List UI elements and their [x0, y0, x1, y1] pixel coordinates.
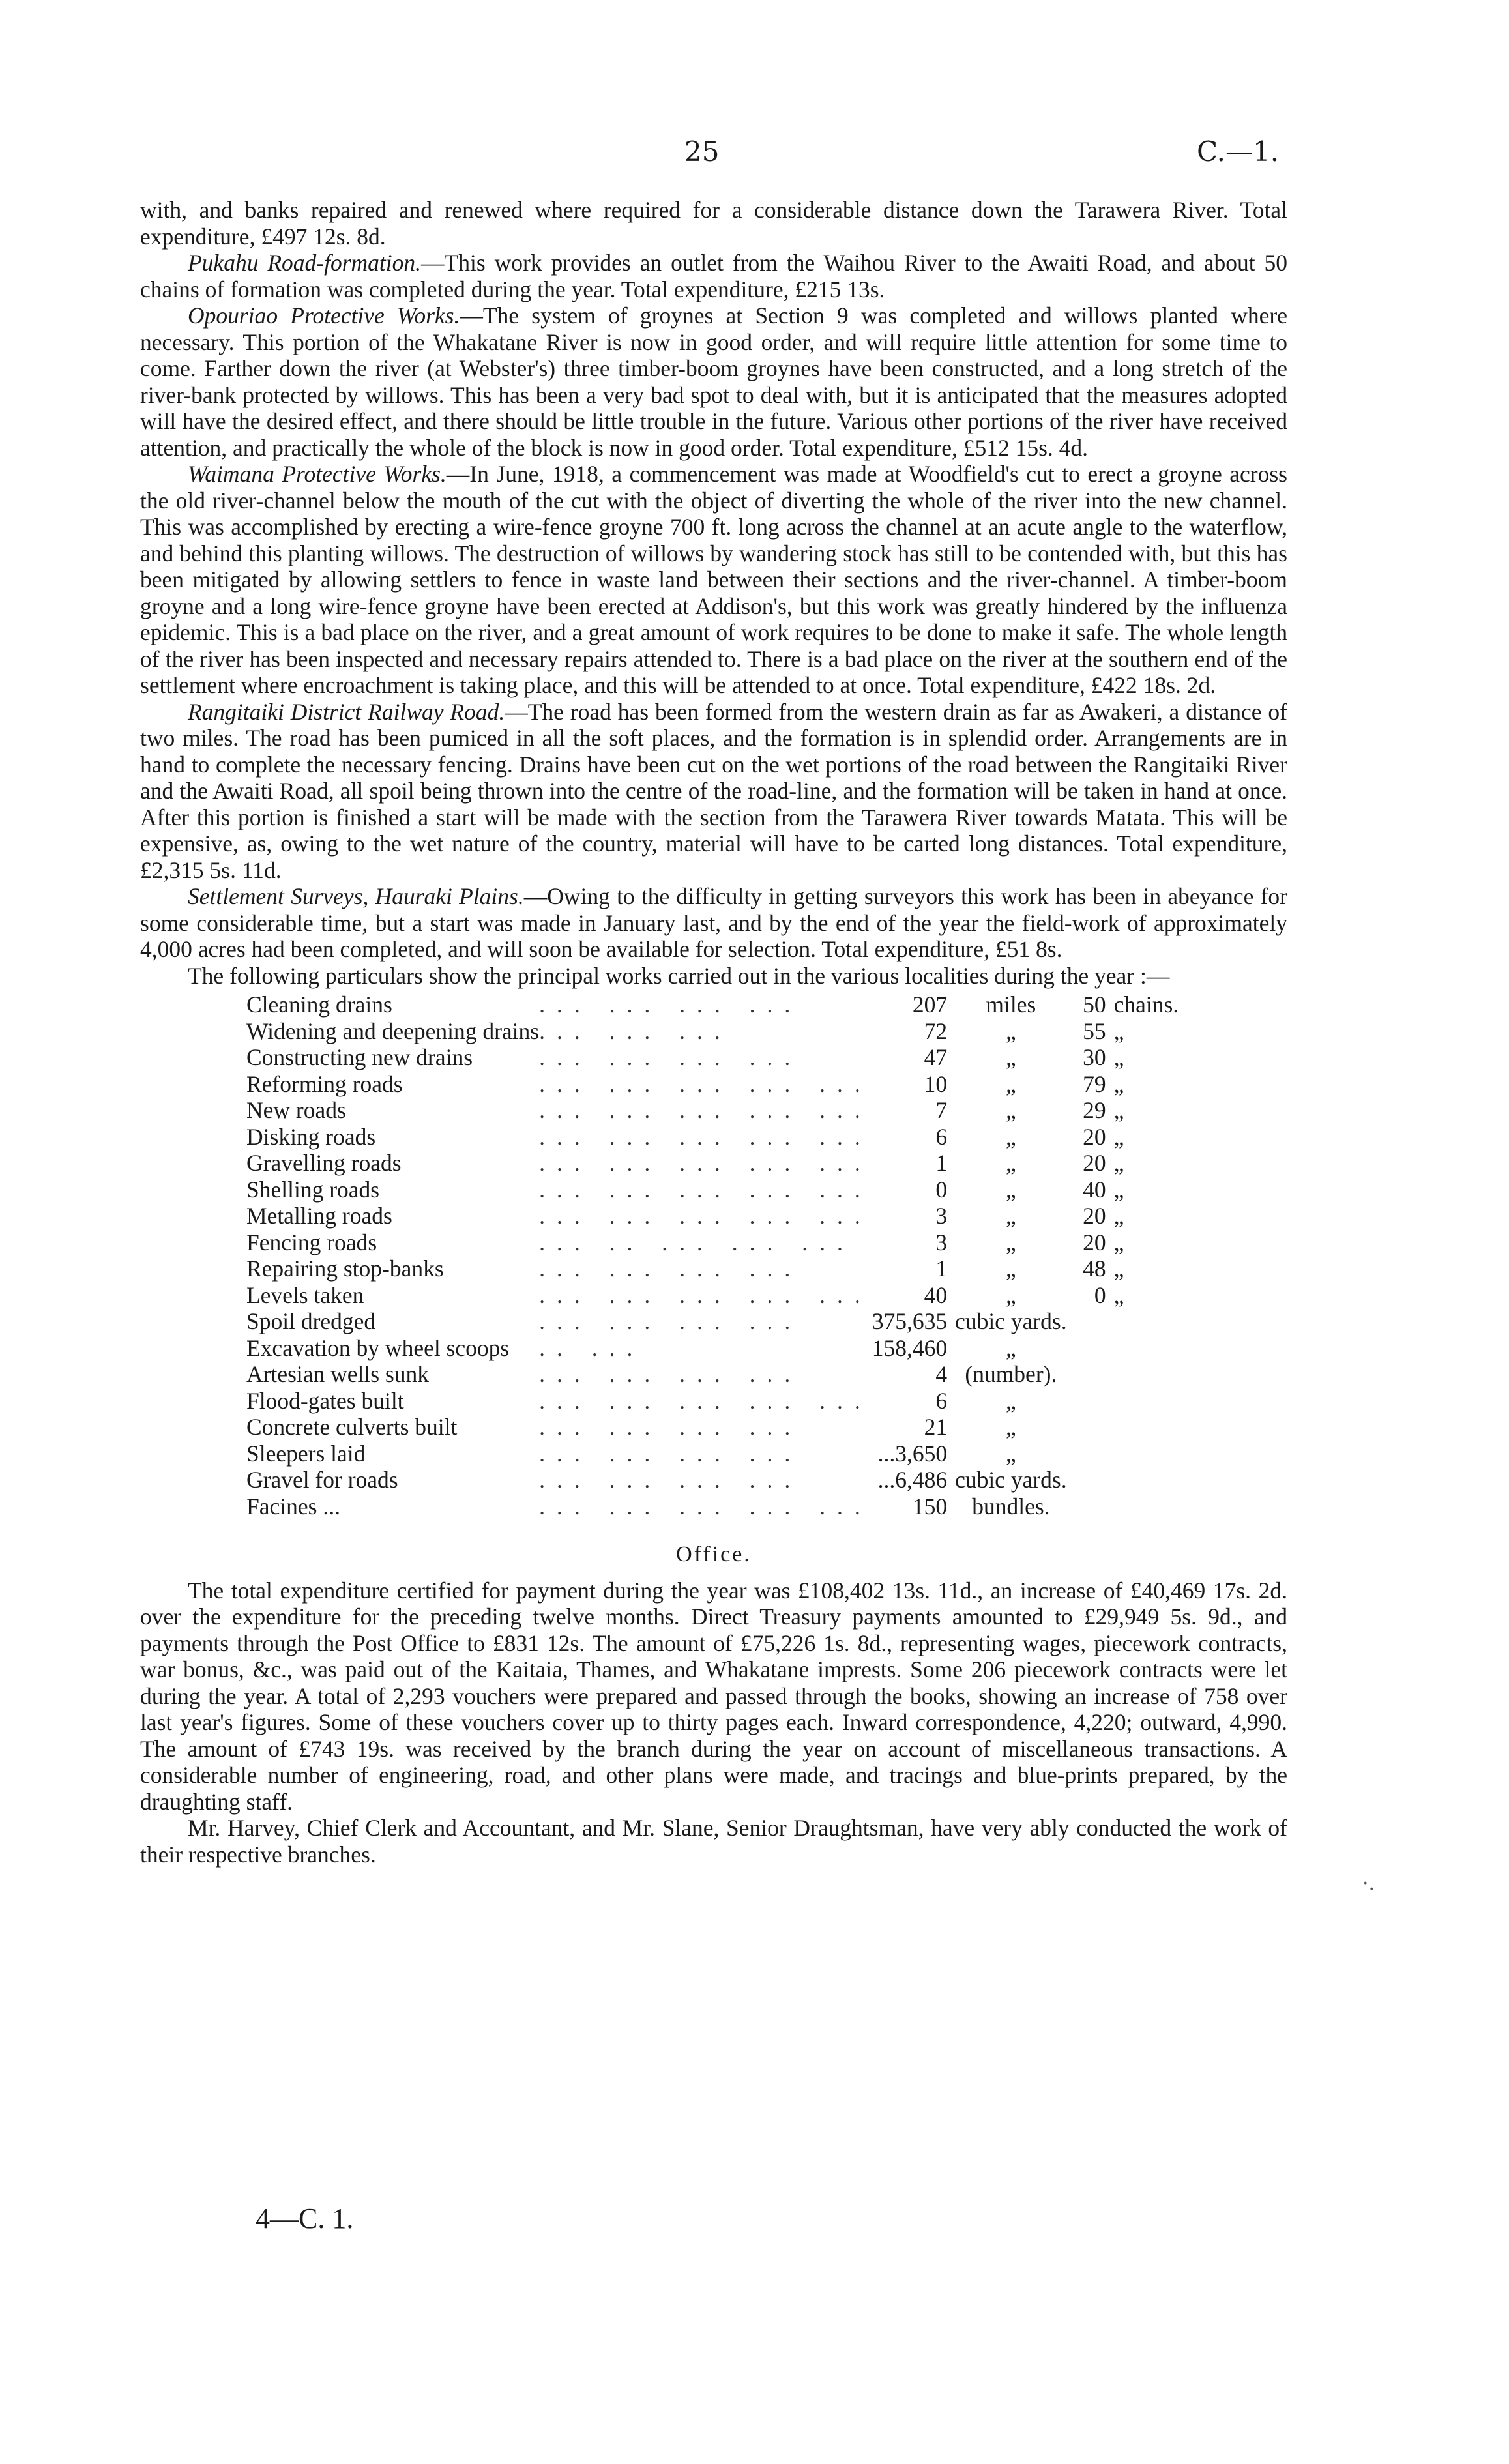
unit: „ — [1005, 1229, 1016, 1255]
leader-dots: ... ... ... ... ... — [539, 1203, 872, 1229]
quantity: 207 — [912, 991, 948, 1018]
quantity: 21 — [924, 1414, 948, 1440]
table-row — [246, 1388, 1212, 1415]
unit: „ — [1005, 1282, 1016, 1308]
secondary-unit — [1114, 1361, 1212, 1388]
table-row — [246, 1071, 1212, 1098]
work-item: Sleepers laid — [246, 1440, 366, 1467]
paragraph-text: —The road has been formed from the western drain as far as Awakeri, a distance of two miles. The road has been pumiced in all the soft places, and the formation is in splendid order. Arrangements are in hand to complete the necessary fencing. Drains have been cut on the wet portions of the road between the Rangitaiki River and the Awaiti Road, all spoil being thrown into the centre of the road-line, and the formation will be taken in hand at once. After this portion is finished a start will be made with the section from the Tarawera River towards Matata. This will be expensive, as, owing to the wet nature of the country, material will have to be carted long distances. Total expenditure, £2,315 5s. 11d. — [140, 698, 1287, 883]
secondary-quantity: 50 — [1083, 991, 1106, 1018]
secondary-quantity: 40 — [1083, 1176, 1106, 1203]
secondary-unit: „ — [1113, 1070, 1124, 1097]
quantity: 6 — [935, 1387, 948, 1414]
quantity: 150 — [912, 1493, 948, 1519]
table-row — [246, 1441, 1212, 1467]
secondary-unit — [1114, 1308, 1212, 1335]
work-item: Disking roads — [246, 1123, 376, 1150]
secondary-quantity: 79 — [1083, 1070, 1106, 1097]
secondary-unit: „ — [1113, 1123, 1124, 1150]
leader-dots: ... ... ... ... ... — [539, 1123, 872, 1150]
table-row — [246, 1124, 1212, 1151]
work-item: Fencing roads — [246, 1229, 377, 1255]
unit: cubic yards. — [955, 1467, 1067, 1493]
paragraph-title: Settlement Surveys, Hauraki Plains. — [188, 883, 524, 909]
paragraph-text: —In June, 1918, a commencement was made at Woodfield's cut to erect a groyne across the old river-channel below the mouth of the cut with the object of diverting the whole of the river into the new channel. This was accomplished by erecting a wire-fence groyne 700 ft. long across the channel at an acute angle to the waterflow, and behind this planting willows. The destruction of willows by wandering stock has still to be contended with, but this has been mitigated by allowing settlers to fence in waste land between their sections and the river-channel. A timber-boom groyne and a long wire-fence groyne have been erected at Addison's, but this work was greatly hindered by the influenza epidemic. This is a bad place on the river, and a great amount of work requires to be done to make it safe. The whole length of the river has been inspected and necessary repairs attended to. There is a bad place on the river at the southern end of the settlement where encroachment is taking place, and this will be attended to at once. Total expenditure, £422 18s. 2d. — [140, 461, 1287, 698]
secondary-quantity — [1067, 1493, 1114, 1520]
paragraph-settlement-surveys — [140, 883, 1287, 963]
leader-dots: ... ... ... ... ... — [539, 1097, 872, 1123]
leader-dots: ... ... ... ... ... — [539, 1176, 872, 1203]
secondary-unit: chains. — [1113, 991, 1179, 1018]
table-row — [246, 1018, 1212, 1045]
leader-dots: ... ... ... ... ... — [539, 1493, 872, 1519]
works-table-body — [246, 991, 1212, 1519]
quantity: 3 — [935, 1229, 948, 1255]
quantity: 375,635 — [872, 1308, 948, 1334]
leader-dots: ... ... ... ... ... — [539, 1387, 872, 1414]
leader-dots: ... ... ... ... — [539, 1255, 802, 1282]
table-row — [246, 1255, 1212, 1282]
unit: „ — [1005, 1414, 1016, 1440]
paragraph-works-intro: The following particulars show the principal works carried out in the various localities during the year :— — [188, 962, 1170, 989]
leader-dots: .. ... — [539, 1334, 645, 1361]
work-item: Gravelling roads — [246, 1150, 402, 1176]
quantity: 6 — [935, 1123, 948, 1150]
secondary-quantity: 20 — [1083, 1150, 1106, 1176]
secondary-quantity: 20 — [1083, 1229, 1106, 1255]
secondary-unit — [1114, 1388, 1212, 1415]
quantity: 3 — [935, 1203, 948, 1229]
unit: „ — [1005, 1150, 1016, 1176]
table-row — [246, 1493, 1212, 1520]
quantity: 10 — [924, 1070, 948, 1097]
paragraph-text: —Owing to the difficulty in getting surveyors this work has been in abeyance for some considerable time, but a start was made in January last, and by the end of the year the field-work of approximately 4,000 acres had been completed, and will soon be available for selection. Total expenditure, £51 8s. — [140, 883, 1287, 962]
secondary-quantity: 48 — [1083, 1255, 1106, 1282]
unit: cubic yards. — [955, 1308, 1067, 1334]
unit: „ — [1005, 1123, 1016, 1150]
paragraph-text: —This work provides an outlet from the Waihou River to the Awaiti Road, and about 50 chains of formation was completed during the year. Total expenditure, £215 13s. — [140, 250, 1287, 302]
secondary-quantity — [1067, 1441, 1114, 1467]
unit: miles — [986, 991, 1036, 1018]
unit: bundles. — [972, 1493, 1050, 1519]
work-item: Gravel for roads — [246, 1467, 398, 1493]
quantity: 4 — [935, 1361, 948, 1387]
leader-dots: ... ... ... ... — [539, 1044, 802, 1070]
leader-dots: ... .. ... ... ... — [539, 1229, 855, 1255]
table-row — [246, 1150, 1212, 1177]
page-body — [140, 197, 1287, 1868]
paragraph-title: Opouriao Protective Works. — [188, 302, 460, 329]
leader-dots: ... ... ... ... — [539, 991, 802, 1018]
secondary-quantity — [1067, 1308, 1114, 1335]
unit: „ — [1005, 1334, 1016, 1361]
work-item: Levels taken — [246, 1282, 364, 1308]
stray-print-mark: ·. — [1362, 1872, 1375, 1895]
unit: „ — [1005, 1387, 1016, 1414]
table-row — [246, 1097, 1212, 1124]
quantity: ...6,486 — [877, 1467, 948, 1493]
series-reference: C.—1. — [1197, 136, 1280, 168]
secondary-unit — [1114, 1441, 1212, 1467]
secondary-unit — [1114, 1335, 1212, 1362]
paragraph-title: Waimana Protective Works. — [188, 461, 447, 487]
paragraph-pukahu — [140, 250, 1287, 302]
work-item: Flood-gates built — [246, 1387, 404, 1414]
quantity: 40 — [924, 1282, 948, 1308]
table-row — [246, 1282, 1212, 1309]
work-item: Repairing stop-banks — [246, 1255, 444, 1282]
work-item: Shelling roads — [246, 1176, 380, 1203]
secondary-quantity — [1067, 1335, 1114, 1362]
quantity: 7 — [935, 1097, 948, 1123]
work-item: Constructing new drains — [246, 1044, 473, 1070]
page-header — [0, 136, 1509, 181]
unit: „ — [1005, 1176, 1016, 1203]
paragraph-continuation: with, and banks repaired and renewed where required for a considerable distance down the Tarawera River. Total expenditure, £497 12s. 8d. — [140, 197, 1287, 250]
table-row — [246, 1308, 1212, 1335]
paragraph-waimana — [140, 461, 1287, 699]
quantity: ...3,650 — [877, 1440, 948, 1467]
work-item: Reforming roads — [246, 1070, 403, 1097]
paragraph-title: Rangitaiki District Railway Road. — [188, 698, 505, 725]
secondary-quantity: 20 — [1083, 1203, 1106, 1229]
quantity: 47 — [924, 1044, 948, 1070]
table-row — [246, 1361, 1212, 1388]
footer-reference: 4—C. 1. — [256, 2203, 354, 2235]
unit: (number). — [965, 1361, 1057, 1387]
secondary-quantity — [1067, 1361, 1114, 1388]
secondary-unit: „ — [1113, 1044, 1124, 1070]
unit: „ — [1005, 1203, 1016, 1229]
quantity: 1 — [935, 1150, 948, 1176]
leader-dots: ... ... ... ... — [539, 1440, 802, 1467]
leader-dots: ... ... ... ... — [539, 1467, 802, 1493]
leader-dots: ... ... ... — [539, 1018, 732, 1044]
secondary-quantity: 30 — [1083, 1044, 1106, 1070]
secondary-unit: „ — [1113, 1229, 1124, 1255]
unit: „ — [1005, 1070, 1016, 1097]
paragraph-title: Pukahu Road-formation. — [188, 250, 422, 276]
secondary-quantity: 0 — [1094, 1282, 1106, 1308]
secondary-quantity: 20 — [1083, 1123, 1106, 1150]
table-row — [246, 1467, 1212, 1493]
secondary-quantity — [1067, 1388, 1114, 1415]
secondary-unit: „ — [1113, 1150, 1124, 1176]
quantity: 158,460 — [872, 1334, 948, 1361]
table-row — [246, 1203, 1212, 1229]
secondary-quantity: 55 — [1083, 1018, 1106, 1044]
paragraph-rangitaiki — [140, 699, 1287, 884]
work-item: Artesian wells sunk — [246, 1361, 430, 1387]
secondary-quantity — [1067, 1414, 1114, 1441]
work-item: Widening and deepening drains — [246, 1018, 540, 1044]
quantity: 1 — [935, 1255, 948, 1282]
secondary-unit: „ — [1113, 1176, 1124, 1203]
paragraph-text: —The system of groynes at Section 9 was completed and willows planted where necessary. This portion of the Whakatane River is now in good order, and will require little attention for some time to come. Farther down the river (at Webster's) three timber-boom groynes have been constructed, and a long stretch of the river-bank protected by willows. This has been a very bad spot to deal with, but it is anticipated that the measures adopted will have the desired effect, and there should be little trouble in the future. Various other portions of the river have received attention, and practically the whole of the block is now in good order. Total expenditure, £512 15s. 4d. — [140, 302, 1287, 461]
work-item: New roads — [246, 1097, 346, 1123]
work-item: Excavation by wheel scoops — [246, 1334, 510, 1361]
secondary-unit: „ — [1113, 1018, 1124, 1044]
unit: „ — [1005, 1018, 1016, 1044]
table-row — [246, 991, 1212, 1018]
table-row — [246, 1177, 1212, 1203]
leader-dots: ... ... ... ... ... — [539, 1070, 872, 1097]
quantity: 0 — [935, 1176, 948, 1203]
table-row — [246, 1335, 1212, 1362]
page-number: 25 — [684, 136, 720, 168]
leader-dots: ... ... ... ... — [539, 1414, 802, 1440]
works-table — [246, 991, 1212, 1519]
secondary-unit: „ — [1113, 1255, 1124, 1282]
secondary-quantity — [1067, 1467, 1114, 1493]
quantity: 72 — [924, 1018, 948, 1044]
work-item: Spoil dredged — [246, 1308, 376, 1334]
table-row — [246, 1414, 1212, 1441]
paragraph-office-expenditure: The total expenditure certified for payment during the year was £108,402 13s. 11d., an increase of £40,469 17s. 2d. over the expenditure for the preceding twelve months. Direct Treasury payments amounted to £29,949 5s. 9d., and payments through the Post Office to £831 12s. The amount of £75,226 1s. 8d., representing wages, piecework contracts, war bonus, &c., was paid out of the Kaitaia, Thames, and Whakatane imprests. Some 206 piecework contracts were let during the year. A total of 2,293 vouchers were prepared and passed through the books, showing an increase of 758 over last year's figures. Some of these vouchers cover up to thirty pages each. Inward correspondence, 4,220; outward, 4,990. The amount of £743 19s. was received by the branch during the year on account of miscellaneous transactions. A considerable number of engineering, road, and other plans were made, and tracings and blue-prints prepared, by the draughting staff. — [140, 1577, 1287, 1815]
secondary-unit: „ — [1113, 1282, 1124, 1308]
secondary-unit — [1114, 1493, 1212, 1520]
paragraph-opouriao — [140, 302, 1287, 461]
table-row — [246, 1044, 1212, 1071]
unit: „ — [1005, 1097, 1016, 1123]
secondary-unit — [1114, 1467, 1212, 1493]
work-item: Cleaning drains — [246, 991, 392, 1018]
leader-dots: ... ... ... ... — [539, 1361, 802, 1387]
unit: „ — [1005, 1255, 1016, 1282]
work-item: Metalling roads — [246, 1203, 392, 1229]
leader-dots: ... ... ... ... — [539, 1308, 802, 1334]
work-item: Concrete culverts built — [246, 1414, 458, 1440]
unit: „ — [1005, 1044, 1016, 1070]
office-heading: Office. — [676, 1542, 752, 1566]
table-row — [246, 1229, 1212, 1256]
work-item: Facines ... — [246, 1493, 340, 1519]
paragraph-office-staff: Mr. Harvey, Chief Clerk and Accountant, and Mr. Slane, Senior Draughtsman, have very ably conducted the work of their respective branches. — [140, 1815, 1287, 1868]
secondary-quantity: 29 — [1083, 1097, 1106, 1123]
leader-dots: ... ... ... ... ... — [539, 1282, 872, 1308]
secondary-unit: „ — [1113, 1203, 1124, 1229]
unit: „ — [1005, 1440, 1016, 1467]
secondary-unit — [1114, 1414, 1212, 1441]
secondary-unit: „ — [1113, 1097, 1124, 1123]
leader-dots: ... ... ... ... ... — [539, 1150, 872, 1176]
